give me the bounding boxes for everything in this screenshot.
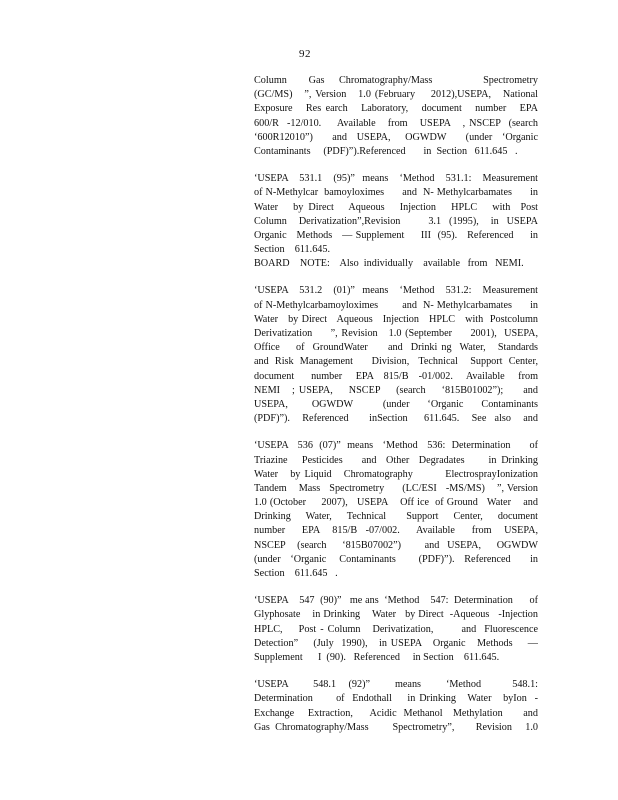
text-line: (PDF)”). Referenced inSection 611.645. See also and (254, 413, 538, 425)
text-line: Water by Liquid Chromatography ElectrosprayIonization (254, 468, 538, 480)
text-line: 1.0 (October 2007), USEPA Off ice of Ground Water and (254, 497, 538, 509)
text-line: Supplement I (90). Referenced in Section 611.645. (254, 651, 500, 663)
text-line: Exchange Extraction, Acidic Methanol Methylation and (254, 707, 538, 719)
definition-paragraph-usepa-536 (254, 439, 538, 581)
text-line: ‘USEPA 536 (07)” means ‘Method 536: Determination of (254, 440, 538, 452)
text-line: Section 611.645 . (254, 568, 338, 579)
page-number: 92 (299, 48, 311, 60)
text-line: Column Derivatization”,Revision 3.1 (1995), in USEPA (254, 215, 538, 227)
text-line: Derivatization ”, Revision 1.0 (September 2001), USEPA, (254, 328, 538, 339)
text-line: document number EPA 815/B -01/002. Available from (254, 370, 538, 382)
text-line: Triazine Pesticides and Other Degradates in Drinking (254, 454, 538, 466)
text-line: BOARD NOTE: Also individually available from NEMI. (254, 258, 524, 270)
text-line: (under ‘Organic Contaminants (PDF)”). Referenced in (254, 553, 538, 565)
text-line: Column Gas Chromatography/Mass Spectrometry (254, 75, 538, 86)
definition-paragraph-usepa-531-1 (254, 172, 538, 271)
text-line: 600/R -12/010. Available from USEPA , NSCEP (search (254, 117, 538, 129)
text-line: Determination of Endothall in Drinking Water byIon - (254, 693, 538, 705)
text-line: and Risk Management Division, Technical Support Center, (254, 356, 538, 368)
text-line: Glyphosate in Drinking Water by Direct -Aqueous -Injection (254, 609, 538, 621)
text-line: Drinking Water, Technical Support Center, document (254, 511, 538, 523)
text-line: Detection” (July 1990), in USEPA Organic Methods — (254, 637, 538, 649)
text-line: ‘USEPA 531.1 (95)” means ‘Method 531.1: Measurement (254, 173, 538, 185)
text-line: of N-Methylcar bamoyloximes and N- Methylcarbamates in (254, 187, 538, 199)
text-line: ‘USEPA 531.2 (01)” means ‘Method 531.2: Measurement (254, 285, 538, 297)
definition-paragraph-gcms-continued (254, 74, 538, 159)
text-line: ‘USEPA 547 (90)” me ans ‘Method 547: Determination of (254, 595, 538, 607)
text-line: Gas Chromatography/Mass Spectrometry”, Revision 1.0 (254, 721, 538, 733)
text-line: ‘600R12010”) and USEPA, OGWDW (under ‘Organic (254, 131, 538, 143)
text-line: Organic Methods — Supplement III (95). Referenced in (254, 229, 538, 241)
definition-paragraph-usepa-547 (254, 594, 538, 665)
text-line: HPLC, Post - Column Derivatization, and Fluorescence (254, 623, 538, 635)
text-line: Section 611.645. (254, 244, 331, 256)
text-line: Exposure Res earch Laboratory, document number EPA (254, 103, 538, 115)
text-line: Water by Direct Aqueous Injection HPLC with Post (254, 201, 538, 213)
text-line: number EPA 815/B -07/002. Available from USEPA, (254, 525, 538, 537)
text-line: NEMI ; USEPA, NSCEP (search ‘815B01002”); and (254, 384, 538, 396)
text-line: Office of GroundWater and Drinki ng Water, Standards (254, 342, 538, 354)
text-line: of N-Methylcarbamoyloximes and N- Methylcarbamates in (254, 299, 538, 311)
text-line: NSCEP (search ‘815B07002”) and USEPA, OGWDW (254, 539, 538, 551)
definition-paragraph-usepa-531-2 (254, 284, 538, 426)
text-line: (GC/MS) ”, Version 1.0 (February 2012),USEPA, National (254, 89, 538, 101)
text-line: Tandem Mass Spectrometry (LC/ESI -MS/MS) ”, Version (254, 482, 538, 494)
text-line: Contaminants (PDF)”).Referenced in Section 611.645 . (254, 145, 518, 157)
text-line: USEPA, OGWDW (under ‘Organic Contaminants (254, 398, 538, 410)
definition-paragraph-usepa-548-1 (254, 678, 538, 735)
text-line: Water by Direct Aqueous Injection HPLC with Postcolumn (254, 313, 538, 325)
text-line: ‘USEPA 548.1 (92)” means ‘Method 548.1: (254, 679, 538, 691)
body-text-column (254, 74, 538, 748)
